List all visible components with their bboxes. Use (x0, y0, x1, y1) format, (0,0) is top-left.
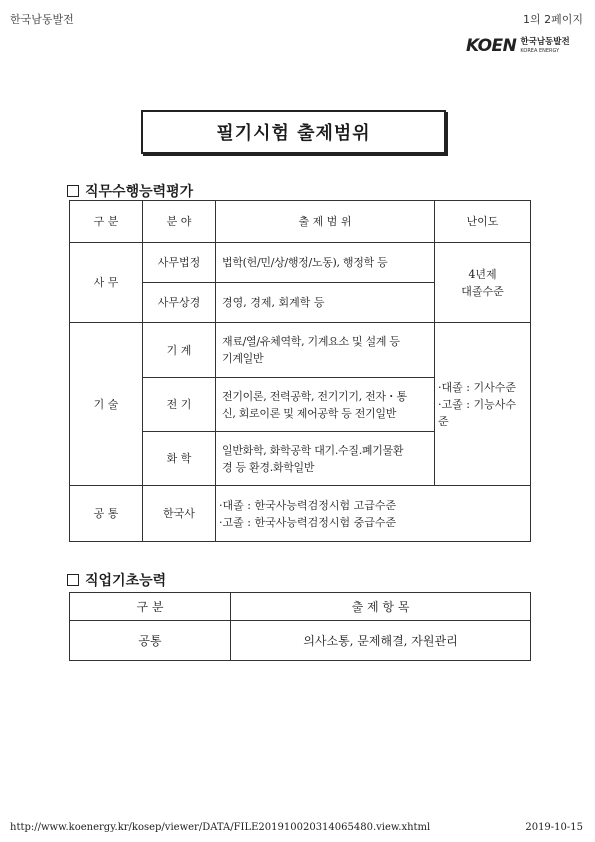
table-row (70, 243, 531, 283)
logo-text (520, 38, 569, 54)
footer-url: http://www.koenergy.kr/kosep/viewer/DATA/FILE201910020314065480.view.xhtml (10, 822, 431, 833)
scope-cell (216, 378, 435, 432)
section-heading-text: 직업기초능력 (85, 573, 167, 589)
difficulty-line: ·고졸 : 기능사수준 (438, 397, 516, 428)
header-category: 구 분 (70, 593, 231, 621)
footer-date: 2019-10-15 (525, 822, 583, 833)
section-heading-basic-skills (67, 570, 166, 590)
field-cell: 전 기 (143, 378, 216, 432)
checkbox-square-icon (67, 574, 79, 586)
header-scope: 출 제 범 위 (216, 201, 435, 243)
scope-cell (216, 323, 435, 378)
page-title: 필기시험 출제범위 (141, 110, 446, 154)
difficulty-office (435, 243, 531, 323)
scope-line: 경 등 환경.화학일반 (222, 460, 315, 474)
logo-korean: 한국남동발전 (520, 37, 570, 48)
job-competency-table (69, 200, 531, 542)
scope-cell (216, 432, 435, 486)
field-cell: 화 학 (143, 432, 216, 486)
field-cell: 사무상경 (143, 283, 216, 323)
table-row (70, 486, 531, 542)
section-heading-text: 직무수행능력평가 (85, 184, 194, 200)
group-common: 공 통 (70, 486, 143, 542)
header-field: 분 야 (143, 201, 216, 243)
koen-logo (466, 36, 570, 56)
scope-line: 일반화학, 화학공학 대기.수질.폐기물환 (222, 443, 404, 457)
scope-cell: 경영, 경제, 회계학 등 (216, 283, 435, 323)
table-row (70, 621, 531, 661)
scope-line: 전기이론, 전력공학, 전기기기, 전자・통 (222, 389, 407, 403)
difficulty-tech (435, 323, 531, 486)
items-cell: 의사소통, 문제해결, 자원관리 (231, 621, 531, 661)
checkbox-square-icon (67, 185, 79, 197)
header-category: 구 분 (70, 201, 143, 243)
page-indicator: 1의 2페이지 (523, 13, 583, 26)
table-header-row (70, 201, 531, 243)
logo-english: KOREA ENERGY (520, 47, 560, 54)
field-cell: 한국사 (143, 486, 216, 542)
difficulty-line: 대졸수준 (461, 284, 504, 298)
header-company: 한국남동발전 (10, 13, 74, 26)
difficulty-line: ·대졸 : 기사수준 (438, 380, 516, 394)
table-row (70, 323, 531, 378)
basic-skills-table (69, 592, 531, 661)
scope-cell: 법학(헌/민/상/행정/노동), 행정학 등 (216, 243, 435, 283)
field-cell: 사무법정 (143, 243, 216, 283)
scope-line: 신, 회로이론 및 제어공학 등 전기일반 (222, 406, 397, 420)
header-items: 출 제 항 목 (231, 593, 531, 621)
header-difficulty: 난이도 (435, 201, 531, 243)
section-heading-job-competency (67, 181, 193, 201)
scope-cell (216, 486, 531, 542)
table-header-row (70, 593, 531, 621)
category-cell: 공통 (70, 621, 231, 661)
field-cell: 기 계 (143, 323, 216, 378)
scope-line: 기계일반 (222, 352, 264, 365)
scope-line: 재료/열/유체역학, 기계요소 및 설계 등 (222, 335, 400, 348)
scope-line: ·고졸 : 한국사능력검정시험 중급수준 (219, 515, 397, 529)
group-tech: 기 술 (70, 323, 143, 486)
difficulty-line: 4년제 (468, 267, 497, 281)
group-office: 사 무 (70, 243, 143, 323)
scope-line: ·대졸 : 한국사능력검정시험 고급수준 (219, 498, 397, 512)
logo-mark: KOEN (466, 36, 517, 56)
